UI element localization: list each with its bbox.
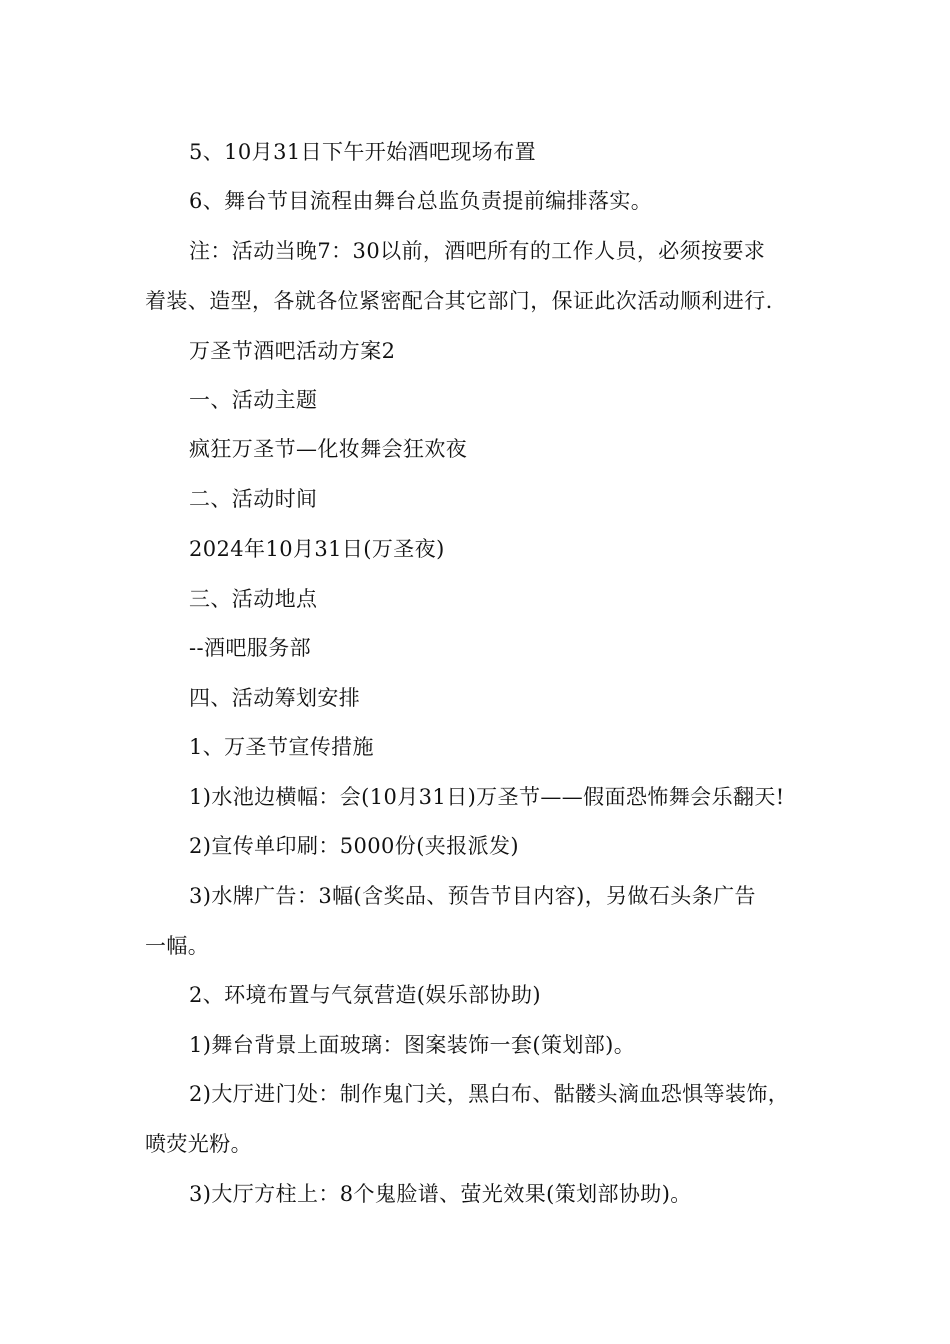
paragraph-line: --酒吧服务部 — [189, 636, 311, 660]
paragraph-line: 疯狂万圣节—化妆舞会狂欢夜 — [189, 437, 468, 461]
paragraph-line: 5、10月31日下午开始酒吧现场布置 — [189, 140, 537, 164]
paragraph-line: 喷荧光粉。 — [145, 1132, 252, 1156]
heading-planning: 四、活动筹划安排 — [189, 686, 361, 710]
subheading-environment: 2、环境布置与气氛营造(娱乐部协助) — [189, 983, 541, 1007]
paragraph-line: 注：活动当晚7：30以前，酒吧所有的工作人员，必须按要求 — [189, 239, 766, 263]
heading-theme: 一、活动主题 — [189, 388, 318, 412]
list-item: 3)水牌广告：3幅(含奖品、预告节目内容)，另做石头条广告 — [189, 884, 756, 908]
paragraph-line: 2024年10月31日(万圣夜) — [189, 537, 445, 561]
paragraph-line: 6、舞台节目流程由舞台总监负责提前编排落实。 — [189, 189, 653, 213]
list-item: 1)舞台背景上面玻璃：图案装饰一套(策划部)。 — [189, 1033, 636, 1057]
subheading-promotion: 1、万圣节宣传措施 — [189, 735, 374, 759]
heading-time: 二、活动时间 — [189, 487, 318, 511]
list-item: 2)宣传单印刷：5000份(夹报派发) — [189, 834, 519, 858]
paragraph-line: 一幅。 — [145, 934, 210, 958]
list-item: 2)大厅进门处：制作鬼门关，黑白布、骷髅头滴血恐惧等装饰， — [189, 1082, 790, 1106]
section-title: 万圣节酒吧活动方案2 — [189, 339, 396, 363]
heading-location: 三、活动地点 — [189, 587, 318, 611]
list-item: 1)水池边横幅：会(10月31日)万圣节——假面恐怖舞会乐翻天! — [189, 785, 785, 809]
list-item: 3)大厅方柱上：8个鬼脸谱、萤光效果(策划部协助)。 — [189, 1182, 692, 1206]
paragraph-line: 着装、造型，各就各位紧密配合其它部门，保证此次活动顺利进行. — [145, 289, 773, 313]
